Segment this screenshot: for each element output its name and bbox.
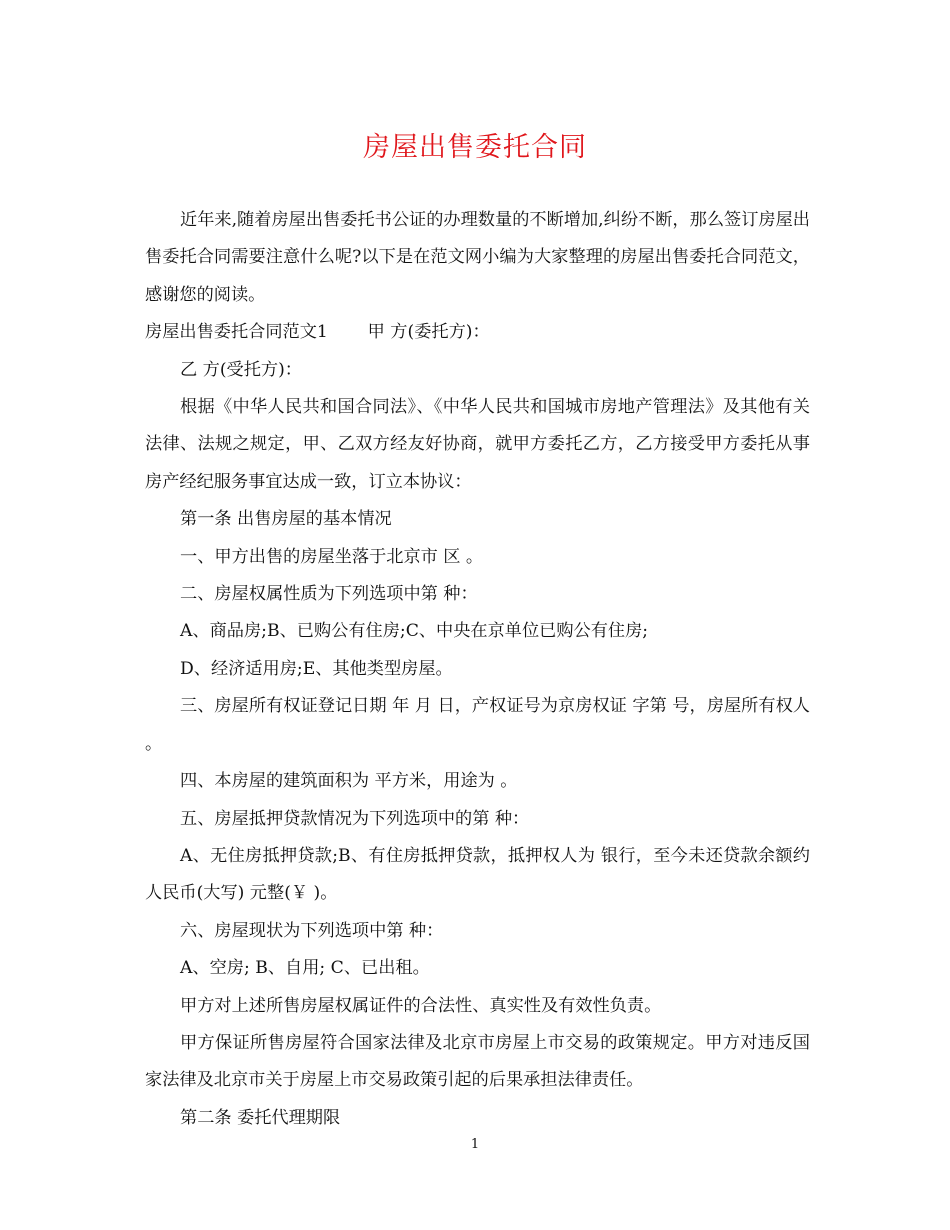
clause-2-options-d-e: D、经济适用房;E、其他类型房屋。 bbox=[180, 658, 453, 679]
clause-4-floor-area: 四、本房屋的建筑面积为 平方米，用途为 。 bbox=[180, 771, 518, 792]
clause-2-property-type: 二、房屋权属性质为下列选项中第 种： bbox=[180, 584, 478, 605]
clause-5-mortgage: 五、房屋抵押贷款情况为下列选项中的第 种： bbox=[180, 808, 530, 829]
paragraph-party-a-guarantee: 甲方保证所售房屋符合国家法律及北京市房屋上市交易的政策规定。甲方对违反国家法律及北京市关于房屋上市交易政策引起的后果承担法律责任。 bbox=[145, 1032, 810, 1091]
paragraph-intro: 近年来,随着房屋出售委托书公证的办理数量的不断增加,纠纷不断，那么签订房屋出售委托合同需要注意什么呢?以下是在范文网小编为大家整理的房屋出售委托合同范文，感谢您的阅读。 bbox=[145, 210, 810, 305]
document-body bbox=[145, 202, 816, 1137]
page-number: 1 bbox=[470, 1137, 480, 1152]
article-2-heading: 第二条 委托代理期限 bbox=[180, 1107, 341, 1128]
clause-6-current-status: 六、房屋现状为下列选项中第 种： bbox=[180, 920, 444, 941]
clause-2-options-a-c: A、商品房;B、已购公有住房;C、中央在京单位已购公有住房; bbox=[180, 621, 649, 642]
article-1-heading: 第一条 出售房屋的基本情况 bbox=[180, 509, 392, 530]
clause-3-ownership-certificate: 三、房屋所有权证登记日期 年 月 日，产权证号为京房权证 字第 号，房屋所有权人 。 bbox=[145, 696, 816, 754]
clause-6-status-options: A、空房; B、自用; C、已出租。 bbox=[180, 958, 430, 979]
paragraph-party-a-responsibility: 甲方对上述所售房屋权属证件的合法性、真实性及有效性负责。 bbox=[180, 995, 662, 1016]
paragraph-legal-basis: 根据《中华人民共和国合同法》、《中华人民共和国城市房地产管理法》及其他有关法律、法规之规定，甲、乙双方经友好协商，就甲方委托乙方，乙方接受甲方委托从事房产经纪服务事宜达成一致，订立本协议： bbox=[145, 397, 810, 492]
clause-5-mortgage-options: A、无住房抵押贷款;B、有住房抵押贷款，抵押权人为 银行，至今未还贷款余额约人民币(大写) 元整(￥ )。 bbox=[145, 845, 810, 904]
paragraph-party-b: 乙 方(受托方)： bbox=[180, 359, 302, 380]
page-title: 房屋出售委托合同 bbox=[363, 132, 587, 163]
paragraph-contract-heading: 房屋出售委托合同范文1 甲 方(委托方)： bbox=[145, 322, 490, 343]
clause-1-location: 一、甲方出售的房屋坐落于北京市 区 。 bbox=[180, 546, 484, 567]
